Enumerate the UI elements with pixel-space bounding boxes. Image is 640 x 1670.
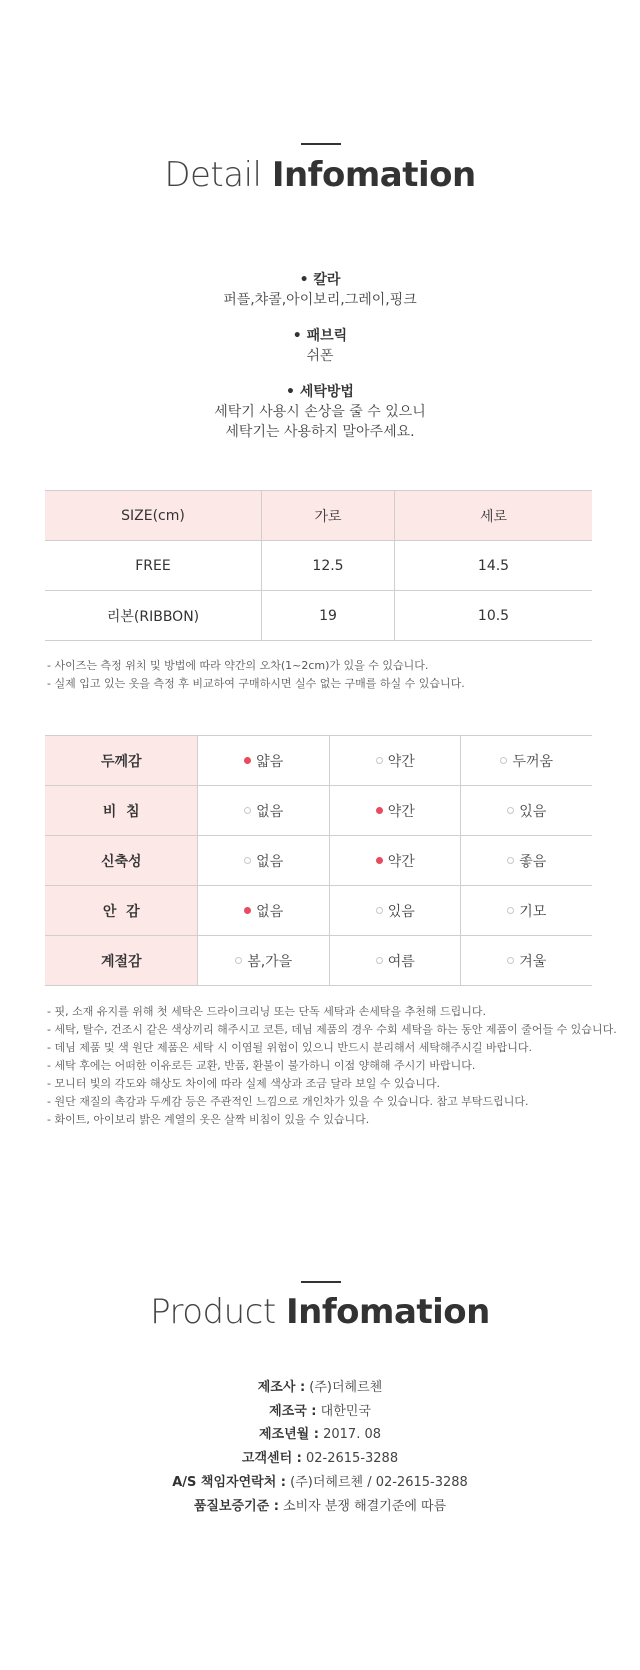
size-table-header: [45, 491, 592, 541]
title-divider-bottom: [301, 1281, 341, 1283]
size-name: 리본(RIBBON): [45, 591, 262, 641]
feel-option: [198, 836, 330, 886]
radio-dot: [376, 857, 383, 864]
size-height: 14.5: [395, 541, 593, 591]
radio-dot: [244, 757, 251, 764]
feel-option: [198, 736, 330, 786]
care-note: - 핏, 소재 유지를 위해 첫 세탁은 드라이크리닝 또는 단독 세탁과 손세탁을 추천해 드립니다.: [47, 1005, 486, 1018]
size-header-height: 세로: [395, 491, 593, 541]
table-row: [45, 541, 592, 591]
feel-option-label: 여름: [387, 953, 415, 970]
feel-option: [461, 836, 592, 886]
radio-dot: [500, 757, 507, 764]
radio-dot: [376, 957, 383, 964]
care-note: - 원단 재질의 촉감과 두께감 등은 주관적인 느낌으로 개인차가 있을 수 있습니다. 참고 부탁드립니다.: [47, 1095, 529, 1108]
product-info-value: 대한민국: [320, 1404, 371, 1419]
detail-title-bold: Infomation: [271, 155, 476, 195]
feel-option: [461, 886, 592, 936]
radio-dot: [507, 807, 514, 814]
feel-option-label: 얇음: [256, 753, 284, 770]
feel-table: [45, 735, 592, 986]
feel-option: [198, 886, 330, 936]
feel-option: [329, 736, 461, 786]
table-row: [45, 786, 592, 836]
wash-value-line1: 세탁기 사용시 손상을 줄 수 있으니: [214, 404, 426, 420]
feel-option-label: 기모: [519, 903, 547, 920]
product-info-line: [0, 1400, 640, 1419]
wash-label: • 세탁방법: [286, 384, 354, 400]
feel-option-label: 봄,가을: [247, 953, 293, 970]
radio-dot: [235, 957, 242, 964]
table-row: [45, 591, 592, 641]
product-title-bold: Infomation: [286, 1292, 490, 1332]
fabric-label: • 패브릭: [292, 328, 348, 344]
size-note: - 실제 입고 있는 옷을 측정 후 비교하여 구매하시면 실수 없는 구매를 하실 수 있습니다.: [47, 677, 465, 690]
feel-option: [461, 936, 592, 986]
feel-option: [198, 936, 330, 986]
radio-dot: [507, 907, 514, 914]
detail-title-light: Detail: [164, 155, 262, 195]
feel-option-label: 겨울: [519, 953, 547, 970]
radio-dot: [376, 807, 383, 814]
product-title: [0, 1292, 640, 1332]
size-header-width: 가로: [262, 491, 395, 541]
care-note: - 데님 제품 및 색 원단 제품은 세탁 시 이염될 위험이 있으니 반드시 분리해서 세탁해주시길 바랍니다.: [47, 1041, 532, 1054]
radio-dot: [376, 907, 383, 914]
feel-row-label: 신축성: [45, 836, 198, 886]
size-name: FREE: [45, 541, 262, 591]
product-info-label: A/S 책임자연락처 :: [172, 1475, 286, 1490]
product-info-value: 2017. 08: [323, 1427, 381, 1442]
feel-option-label: 약간: [387, 753, 415, 770]
feel-option: [329, 786, 461, 836]
table-row: [45, 936, 592, 986]
feel-option: [461, 736, 592, 786]
product-info-value: (주)더헤르첸: [309, 1380, 383, 1395]
product-info-line: [0, 1471, 640, 1490]
fabric-value: 쉬폰: [306, 348, 334, 364]
product-info-line: [0, 1495, 640, 1514]
product-info-label: 제조사 :: [257, 1380, 306, 1395]
size-height: 10.5: [395, 591, 593, 641]
table-row: [45, 886, 592, 936]
detail-title: [0, 155, 640, 195]
feel-option-label: 있음: [519, 803, 547, 820]
feel-option-label: 없음: [256, 853, 284, 870]
feel-option-label: 좋음: [519, 853, 547, 870]
feel-row-label: 비 침: [45, 786, 198, 836]
radio-dot: [244, 857, 251, 864]
feel-option-label: 약간: [387, 853, 415, 870]
table-row: [45, 736, 592, 786]
size-table: [45, 490, 592, 641]
product-info-line: [0, 1447, 640, 1466]
radio-dot: [244, 907, 251, 914]
size-width: 19: [262, 591, 395, 641]
care-note: - 세탁, 탈수, 건조시 같은 색상끼리 해주시고 코튼, 데님 제품의 경우 수회 세탁을 하는 동안 제품이 줄어들 수 있습니다.: [47, 1023, 617, 1036]
care-note: - 세탁 후에는 어떠한 이유로든 교환, 반품, 환불이 불가하니 이점 양해해 주시기 바랍니다.: [47, 1059, 476, 1072]
radio-dot: [507, 857, 514, 864]
feel-option: [461, 786, 592, 836]
feel-option-label: 없음: [256, 803, 284, 820]
product-info-value: 02-2615-3288: [306, 1451, 399, 1466]
radio-dot: [244, 807, 251, 814]
wash-value-line2: 세탁기는 사용하지 말아주세요.: [225, 424, 415, 440]
table-row: [45, 836, 592, 886]
color-label: • 칼라: [299, 272, 341, 288]
product-info-line: [0, 1376, 640, 1395]
title-divider-top: [301, 143, 341, 145]
feel-option-label: 약간: [387, 803, 415, 820]
feel-option: [329, 936, 461, 986]
product-title-light: Product: [150, 1292, 276, 1332]
feel-row-label: 안 감: [45, 886, 198, 936]
feel-option-label: 있음: [387, 903, 415, 920]
feel-option: [198, 786, 330, 836]
product-info-value: 소비자 분쟁 해결기준에 따름: [283, 1499, 447, 1514]
care-note: - 모니터 빛의 각도와 해상도 차이에 따라 실제 색상과 조금 달라 보일 수 있습니다.: [47, 1077, 440, 1090]
size-note: - 사이즈는 측정 위치 및 방법에 따라 약간의 오차(1~2cm)가 있을 수 있습니다.: [47, 659, 429, 672]
care-note: - 화이트, 아이보리 밝은 계열의 옷은 살짝 비침이 있을 수 있습니다.: [47, 1113, 370, 1126]
color-value: 퍼플,챠콜,아이보리,그레이,핑크: [223, 292, 417, 308]
product-info-label: 고객센터 :: [241, 1451, 302, 1466]
size-width: 12.5: [262, 541, 395, 591]
feel-option-label: 두꺼움: [512, 753, 554, 770]
feel-option: [329, 886, 461, 936]
product-info-line: [0, 1423, 640, 1442]
feel-option: [329, 836, 461, 886]
product-info-label: 제조국 :: [269, 1404, 317, 1419]
product-info-label: 품질보증기준 :: [193, 1499, 279, 1514]
feel-row-label: 두께감: [45, 736, 198, 786]
radio-dot: [507, 957, 514, 964]
product-info-label: 제조년월 :: [259, 1427, 319, 1442]
radio-dot: [376, 757, 383, 764]
feel-row-label: 계절감: [45, 936, 198, 986]
product-info-value: (주)더헤르첸 / 02-2615-3288: [290, 1475, 468, 1490]
size-header-size: SIZE(cm): [45, 491, 262, 541]
feel-option-label: 없음: [256, 903, 284, 920]
